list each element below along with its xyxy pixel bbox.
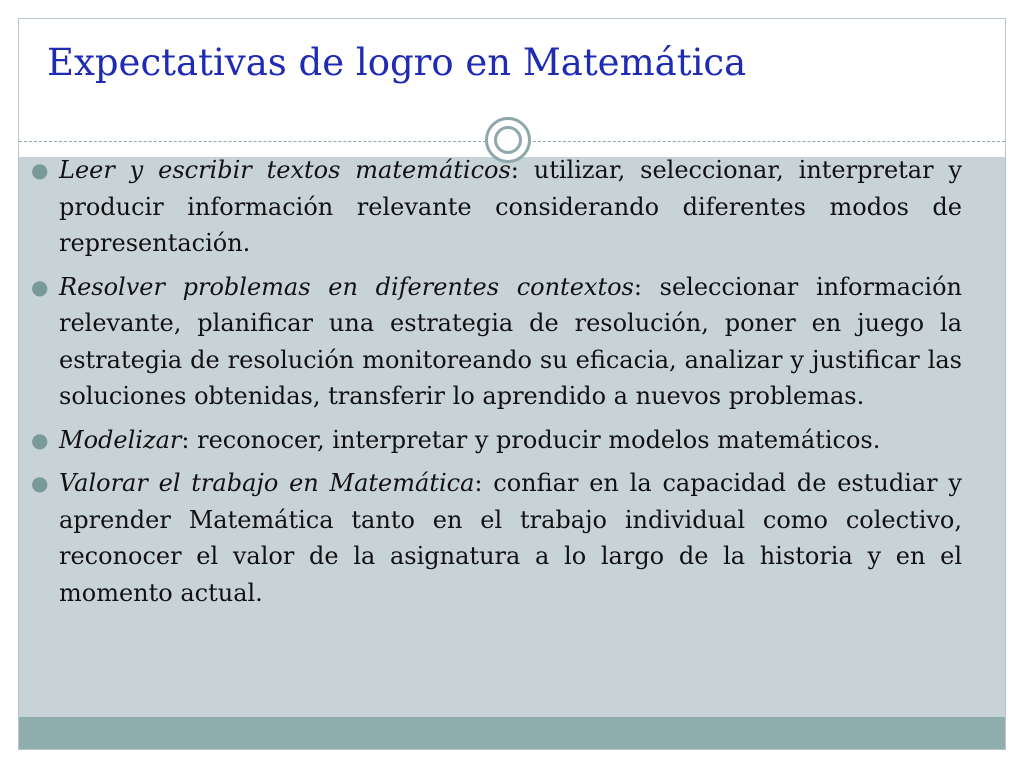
bullet-dot-icon: ● xyxy=(31,274,49,299)
slide-title: Expectativas de logro en Matemática xyxy=(47,41,747,84)
bullet-list xyxy=(22,152,962,618)
bullet-term: Modelizar xyxy=(59,425,182,454)
ring-inner xyxy=(494,126,522,154)
bullet-item xyxy=(22,269,962,415)
bullet-dot-icon: ● xyxy=(31,158,49,182)
bullet-item xyxy=(22,465,962,611)
bullet-dot-icon: ● xyxy=(31,471,49,495)
bullet-text: : seleccionar información relevante, planificar una estrategia de resolución, poner en juego la estrategia de resolución monitoreando su eficacia, analizar y justificar las soluciones obtenidas, transferir lo aprendido a nuevos problemas. xyxy=(59,272,962,410)
bullet-term: Leer y escribir textos matemáticos xyxy=(59,156,511,184)
bullet-text: : reconocer, interpretar y producir modelos matemáticos. xyxy=(181,425,881,454)
bullet-dot-icon: ● xyxy=(31,427,49,452)
bullet-item xyxy=(22,152,962,262)
bullet-term: Resolver problemas en diferentes contextos xyxy=(59,272,634,301)
bullet-text: : utilizar, seleccionar, interpretar y producir información relevante considerando diferentes modos de representación. xyxy=(59,156,963,257)
bullet-item xyxy=(22,422,962,459)
bullet-text: : confiar en la capacidad de estudiar y aprender Matemática tanto en el trabajo individual como colectivo, reconocer el valor de la asignatura a lo largo de la historia y en el momento actual. xyxy=(59,469,962,607)
bullet-term: Valorar el trabajo en Matemática xyxy=(59,469,475,497)
footer-band xyxy=(19,717,1005,749)
